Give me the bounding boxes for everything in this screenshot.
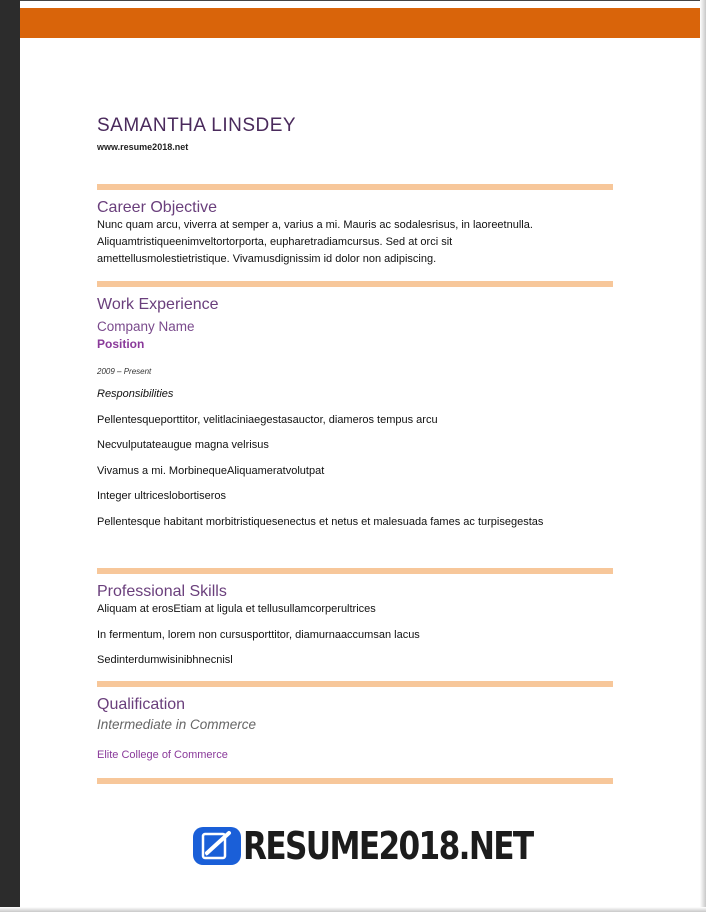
left-border-bar bbox=[0, 0, 20, 912]
responsibility-item: Necvulputateaugue magna velrisus bbox=[97, 439, 269, 451]
career-objective-line: Aliquamtristiqueenimveltortorporta, eupharetradiamcursus. Sed at orci sit bbox=[97, 236, 453, 248]
bottom-shadow bbox=[0, 907, 706, 912]
qualification-degree: Intermediate in Commerce bbox=[97, 717, 257, 732]
employment-dates: 2009 – Present bbox=[97, 367, 152, 376]
section-divider bbox=[97, 281, 613, 287]
section-divider bbox=[97, 778, 613, 784]
company-name: Company Name bbox=[97, 319, 195, 334]
skill-item: Sedinterdumwisinibhnecnisl bbox=[97, 654, 233, 666]
right-shadow bbox=[700, 0, 706, 912]
watermark-logo bbox=[193, 826, 596, 866]
position-title: Position bbox=[97, 337, 145, 351]
section-divider bbox=[97, 568, 613, 574]
responsibility-item: Pellentesqueporttitor, velitlaciniaegestasauctor, diameros tempus arcu bbox=[97, 414, 438, 426]
resume-name: SAMANTHA LINSDEY bbox=[97, 115, 297, 136]
responsibility-item: Vivamus a mi. MorbinequeAliquameratvolutpat bbox=[97, 465, 325, 477]
watermark-text: RESUME2018.NET bbox=[243, 824, 533, 868]
professional-skills-heading: Professional Skills bbox=[97, 583, 227, 600]
skill-item: In fermentum, lorem non cursusporttitor, diamurnaaccumsan lacus bbox=[97, 629, 420, 641]
responsibility-item: Pellentesque habitant morbitristiquesenectus et netus et malesuada fames ac turpisegestas bbox=[97, 516, 544, 528]
career-objective-heading: Career Objective bbox=[97, 199, 218, 216]
work-experience-heading: Work Experience bbox=[97, 296, 219, 313]
career-objective-line: Nunc quam arcu, viverra at semper a, varius a mi. Mauris ac sodalesrisus, in laoreetnulla. bbox=[97, 219, 533, 231]
section-divider bbox=[97, 681, 613, 687]
career-objective-line: amettellusmolestietristique. Vivamusdignissim id dolor non adipiscing. bbox=[97, 253, 437, 265]
responsibility-item: Integer ultriceslobortiseros bbox=[97, 490, 227, 502]
qualification-heading: Qualification bbox=[97, 696, 186, 713]
top-accent-band bbox=[20, 8, 700, 38]
skill-item: Aliquam at erosEtiam at ligula et tellusullamcorperultrices bbox=[97, 603, 376, 615]
pen-icon bbox=[193, 827, 241, 865]
responsibilities-label: Responsibilities bbox=[97, 388, 174, 400]
qualification-college: Elite College of Commerce bbox=[97, 749, 228, 761]
website-link[interactable]: www.resume2018.net bbox=[97, 142, 189, 152]
career-objective-text bbox=[97, 217, 613, 268]
section-divider bbox=[97, 184, 613, 190]
